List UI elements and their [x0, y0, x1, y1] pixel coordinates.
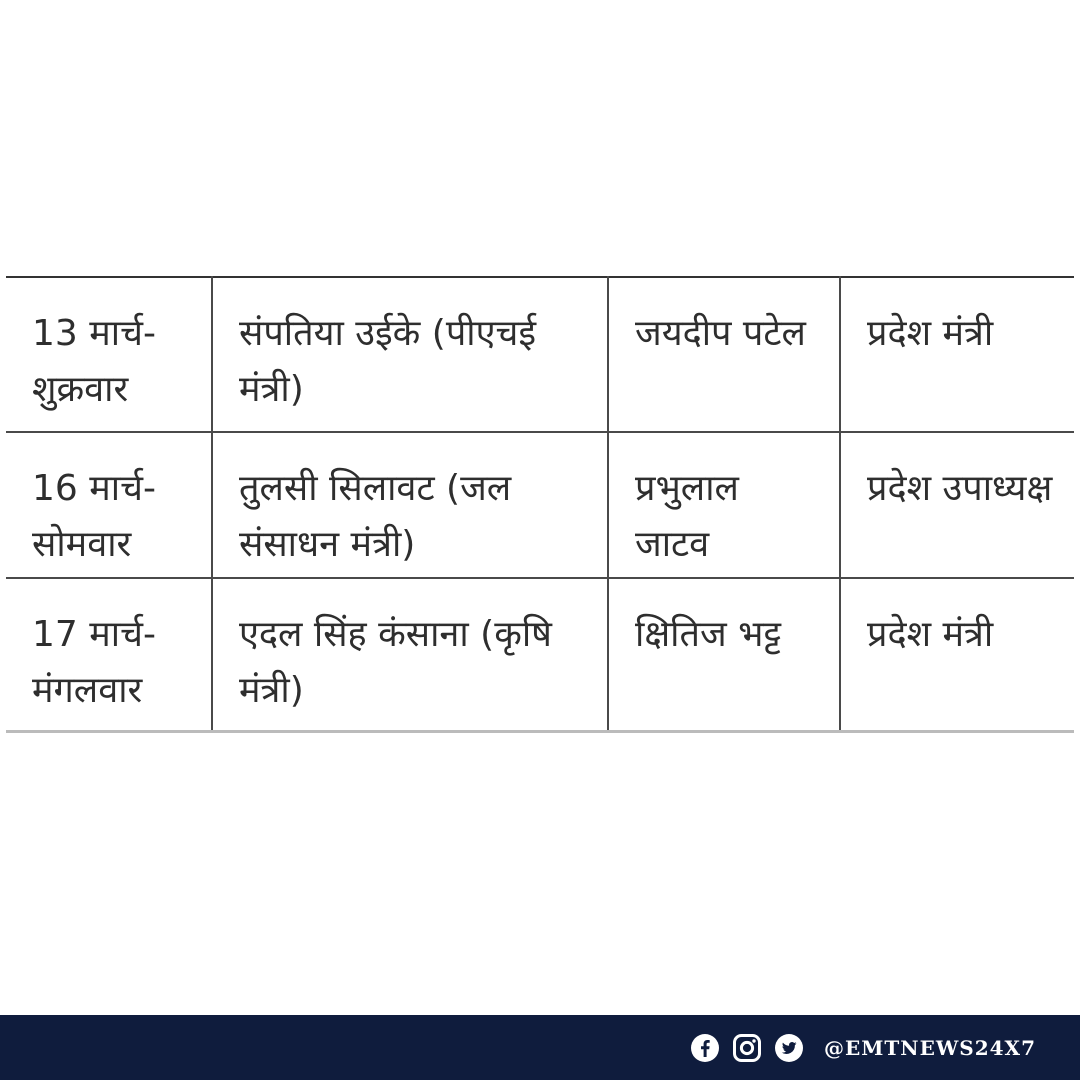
minister-cell: तुलसी सिलावट (जल संसाधन मंत्री) — [212, 432, 608, 578]
schedule-table-container — [6, 276, 1074, 733]
social-links — [690, 1031, 1036, 1065]
facebook-icon[interactable] — [690, 1033, 720, 1063]
table-row — [6, 277, 1074, 432]
role-cell: प्रदेश उपाध्यक्ष — [840, 432, 1074, 578]
leader-cell: जयदीप पटेल — [608, 277, 840, 432]
date-cell: 16 मार्च-सोमवार — [6, 432, 212, 578]
minister-cell: संपतिया उईके (पीएचई मंत्री) — [212, 277, 608, 432]
table-row — [6, 578, 1074, 731]
role-cell: प्रदेश मंत्री — [840, 578, 1074, 731]
footer-bar — [0, 1015, 1080, 1080]
table-row — [6, 432, 1074, 578]
minister-cell: एदल सिंह कंसाना (कृषि मंत्री) — [212, 578, 608, 731]
date-cell: 17 मार्च-मंगलवार — [6, 578, 212, 731]
twitter-icon[interactable] — [774, 1033, 804, 1063]
schedule-table — [6, 276, 1074, 733]
date-cell: 13 मार्च-शुक्रवार — [6, 277, 212, 432]
instagram-icon[interactable] — [732, 1033, 762, 1063]
role-cell: प्रदेश मंत्री — [840, 277, 1074, 432]
leader-cell: क्षितिज भट्ट — [608, 578, 840, 731]
leader-cell: प्रभुलाल जाटव — [608, 432, 840, 578]
social-handle[interactable]: @EMTNEWS24X7 — [824, 1036, 1036, 1060]
